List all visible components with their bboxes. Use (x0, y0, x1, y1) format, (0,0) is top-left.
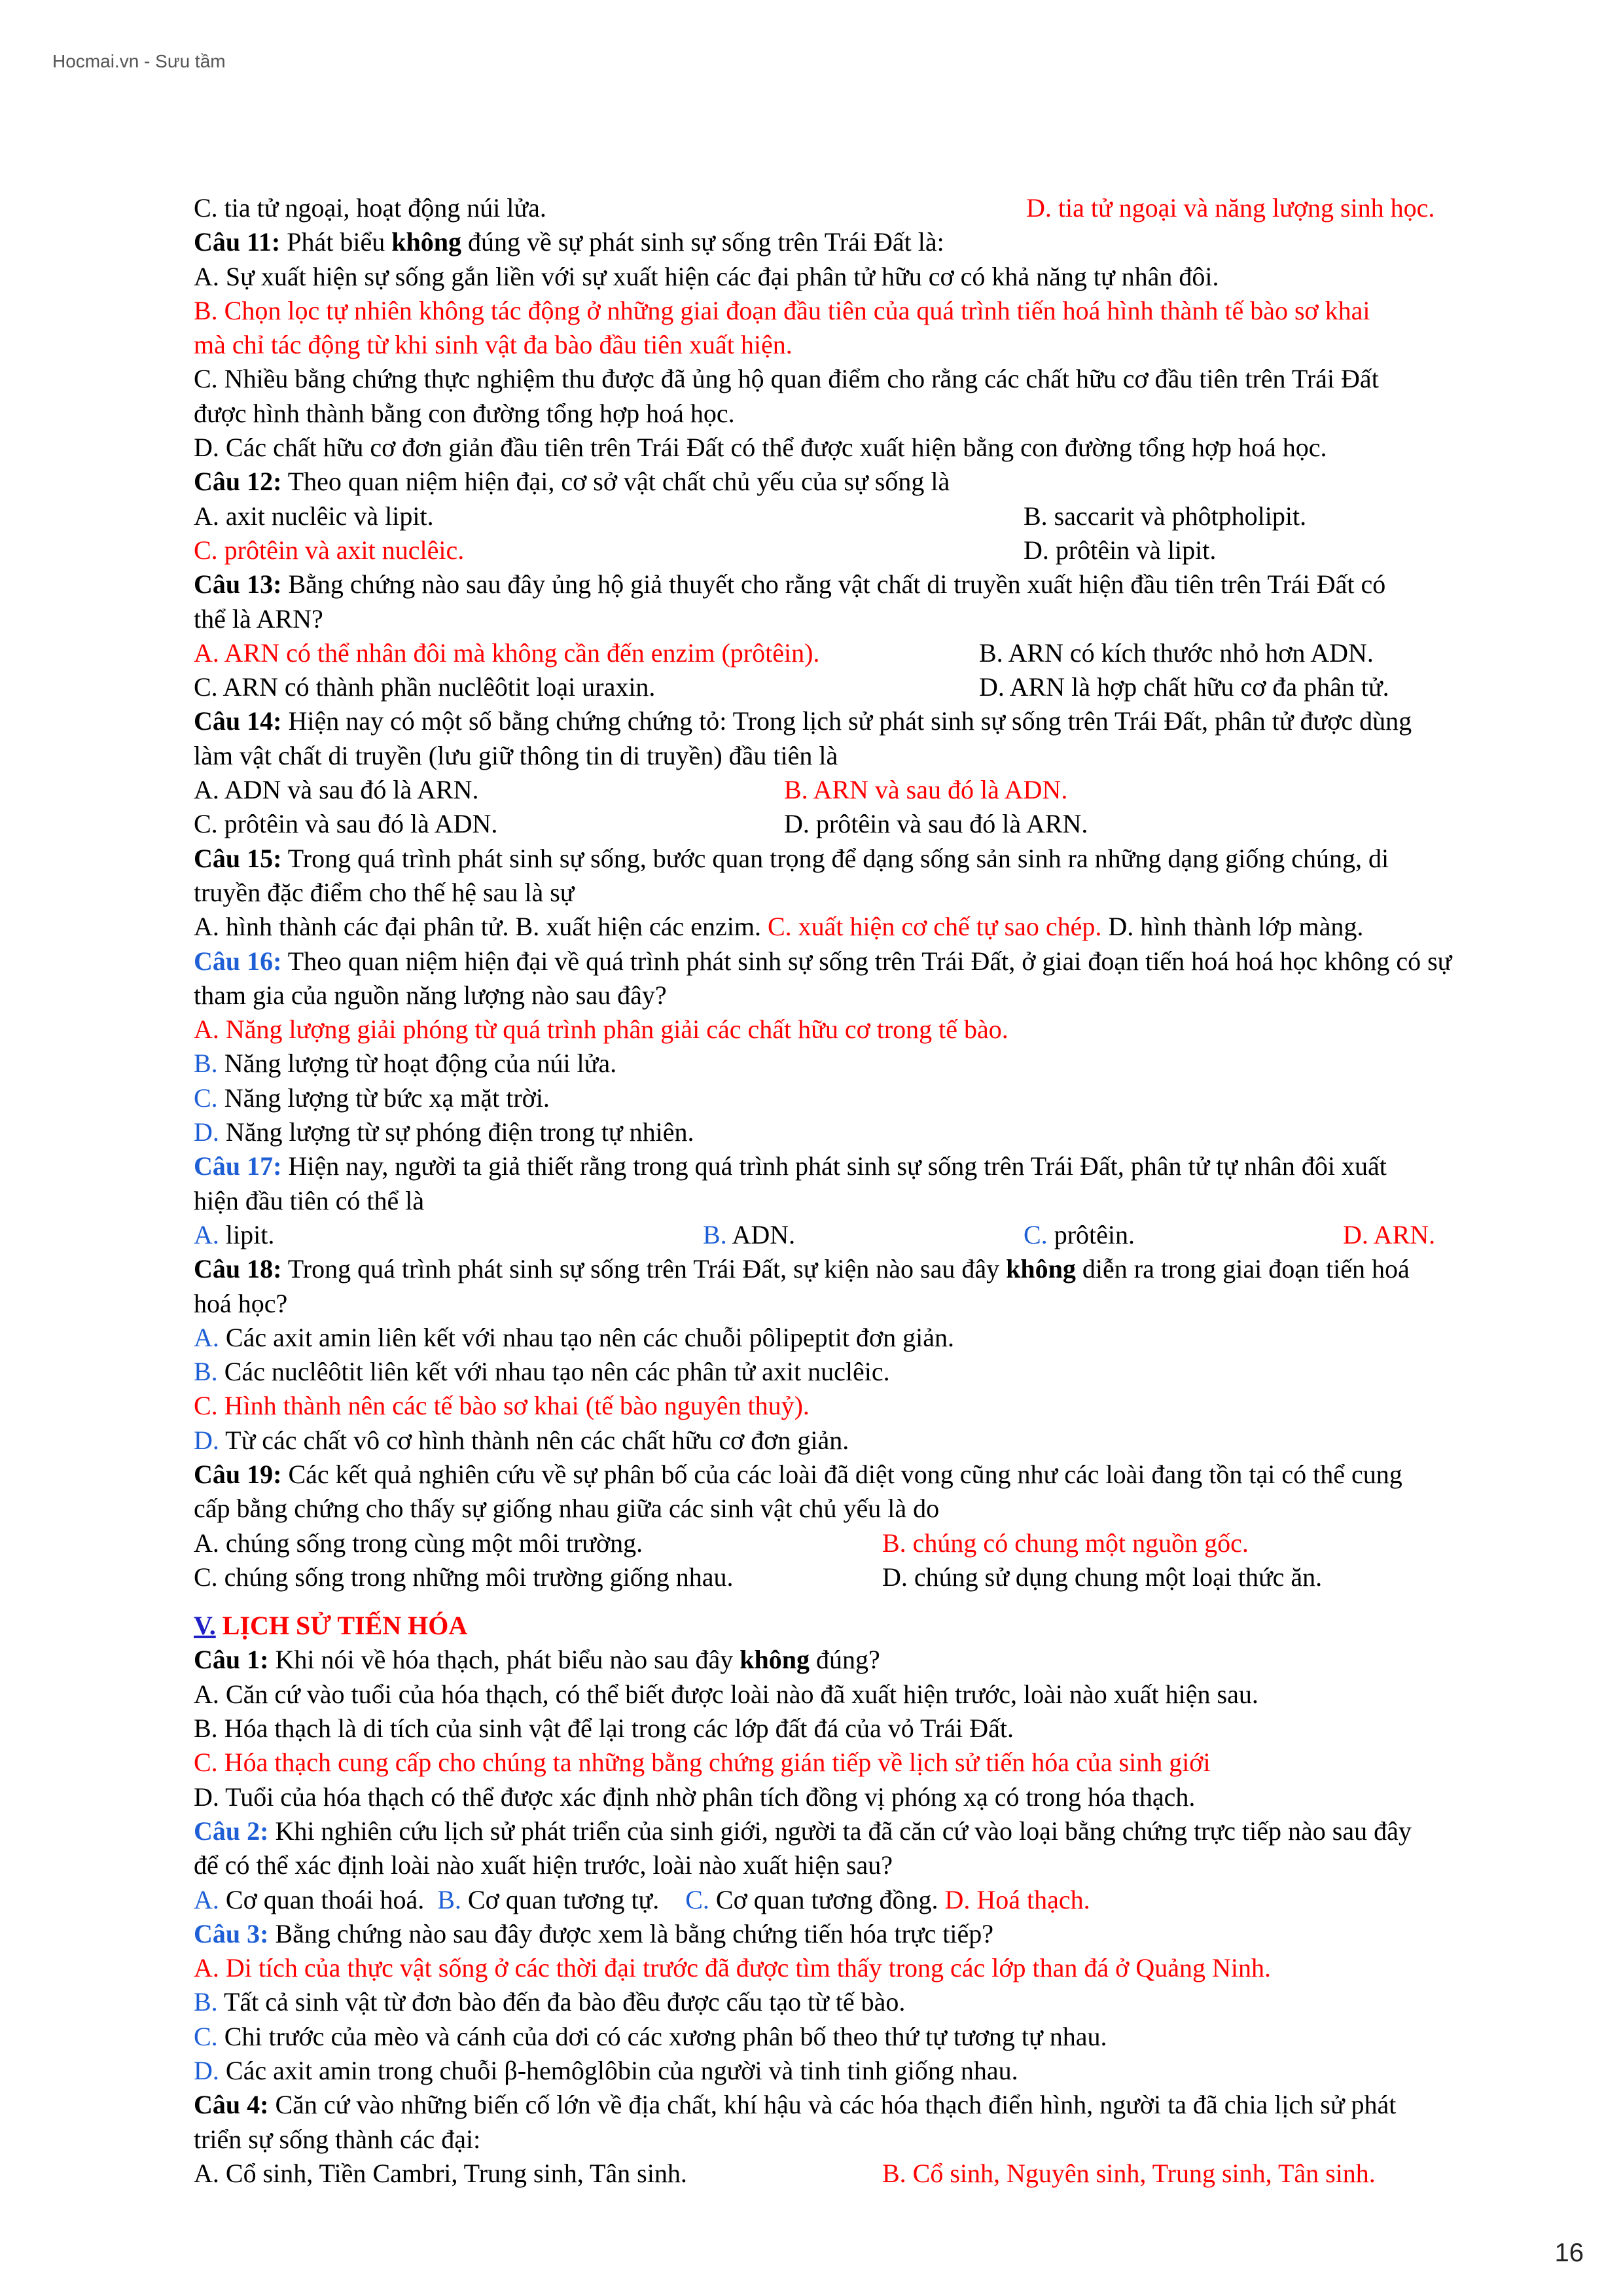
option-a: A. Sự xuất hiện sự sống gắn liền với sự xuất hiện các đại phân tử hữu cơ có khả năng tự nhân đôi. (194, 261, 1219, 291)
option-row: C. prôtêin và axit nuclêic. D. prôtêin và lipit. (194, 535, 1217, 565)
question-4: Câu 4: Căn cứ vào những biến cố lớn về địa chất, khí hậu và các hóa thạch điển hình, người ta đã chia lịch sử phát (194, 2090, 1397, 2120)
option-b: B. Năng lượng từ hoạt động của núi lửa. (194, 1049, 617, 1079)
question-16-cont: tham gia của nguồn năng lượng nào sau đây? (194, 980, 667, 1010)
option-row: A. axit nuclêic và lipit. B. saccarit và phôtpholipit. (194, 501, 1307, 531)
question-1: Câu 1: Khi nói về hóa thạch, phát biểu nào sau đây không đúng? (194, 1645, 880, 1675)
document-body (194, 191, 1575, 2191)
option-b: B. Tất cả sinh vật từ đơn bào đến đa bào đều được cấu tạo từ tế bào. (194, 1987, 906, 2017)
option-a: A. Các axit amin liên kết với nhau tạo nên các chuỗi pôlipeptit đơn giản. (194, 1322, 954, 1352)
question-2: Câu 2: Khi nghiên cứu lịch sử phát triển của sinh giới, người ta đã căn cứ vào loại bằng chứng trực tiếp nào sau đây (194, 1816, 1412, 1846)
option-d: D. Các axit amin trong chuỗi β-hemôglôbin của người và tinh tinh giống nhau. (194, 2056, 1018, 2086)
question-4-cont: triển sự sống thành các đại: (194, 2124, 481, 2154)
option-row: A. ARN có thể nhân đôi mà không cần đến enzim (prôtêin). B. ARN có kích thước nhỏ hơn ADN. (194, 637, 1374, 668)
option-row: C. prôtêin và sau đó là ADN. D. prôtêin và sau đó là ARN. (194, 809, 1088, 839)
question-13: Câu 13: Bằng chứng nào sau đây ủng hộ giả thuyết cho rằng vật chất di truyền xuất hiện đầu tiên trên Trái Đất có (194, 569, 1386, 600)
option-b: B. Các nuclêôtit liên kết với nhau tạo nên các phân tử axit nuclêic. (194, 1357, 890, 1387)
question-19-cont: cấp bằng chứng cho thấy sự giống nhau giữa các sinh vật chủ yếu là do (194, 1494, 940, 1524)
question-18: Câu 18: Trong quá trình phát sinh sự sống trên Trái Đất, sự kiện nào sau đây không diễn ra trong giai đoạn tiến hoá (194, 1254, 1410, 1284)
question-13-cont: thể là ARN? (194, 603, 323, 634)
option-a-answer: A. Năng lượng giải phóng từ quá trình phân giải các chất hữu cơ trong tế bào. (194, 1014, 1008, 1045)
option-row: C. ARN có thành phần nuclêôtit loại uraxin. D. ARN là hợp chất hữu cơ đa phân tử. (194, 672, 1389, 702)
question-17: Câu 17: Hiện nay, người ta giả thiết rằng trong quá trình phát sinh sự sống trên Trái Đất, phân tử tự nhân đôi xuất (194, 1151, 1387, 1181)
option-a: A. Căn cứ vào tuổi của hóa thạch, có thể biết được loài nào đã xuất hiện trước, loài nào xuất hiện sau. (194, 1679, 1258, 1709)
question-14-cont: làm vật chất di truyền (lưu giữ thông tin di truyền) đầu tiên là (194, 740, 838, 770)
option-row: A. lipit. B. ADN. C. prôtêin. D. ARN. (194, 1219, 1436, 1249)
option-c-answer: C. Hình thành nên các tế bào sơ khai (tế bào nguyên thuỷ). (194, 1391, 810, 1421)
question-18-cont: hoá học? (194, 1288, 288, 1318)
option-row: A. Cổ sinh, Tiền Cambri, Trung sinh, Tân sinh. B. Cổ sinh, Nguyên sinh, Trung sinh, Tân sinh. (194, 2158, 1376, 2188)
option-d: D. Tuổi của hóa thạch có thể được xác định nhờ phân tích đồng vị phóng xạ có trong hóa thạch. (194, 1782, 1196, 1812)
option-d: D. Các chất hữu cơ đơn giản đầu tiên trên Trái Đất có thể được xuất hiện bằng con đường tổng hợp hoá học. (194, 433, 1327, 463)
question-15: Câu 15: Trong quá trình phát sinh sự sống, bước quan trọng để dạng sống sản sinh ra những dạng giống chúng, di (194, 843, 1389, 873)
option-row: A. hình thành các đại phân tử. B. xuất hiện các enzim. C. xuất hiện cơ chế tự sao chép. D. hình thành lớp màng. (194, 912, 1364, 942)
option-row: A. chúng sống trong cùng một môi trường. B. chúng có chung một nguồn gốc. (194, 1528, 1249, 1558)
option-c: C. Chi trước của mèo và cánh của dơi có các xương phân bố theo thứ tự tương tự nhau. (194, 2021, 1107, 2051)
question-12: Câu 12: Theo quan niệm hiện đại, cơ sở vật chất chủ yếu của sự sống là (194, 467, 950, 497)
question-19: Câu 19: Các kết quả nghiên cứu về sự phân bố của các loài đã diệt vong cũng như các loài đang tồn tại có thể cung (194, 1459, 1402, 1489)
option-row: A. ADN và sau đó là ARN. B. ARN và sau đó là ADN. (194, 775, 1068, 805)
question-3: Câu 3: Bằng chứng nào sau đây được xem là bằng chứng tiến hóa trực tiếp? (194, 1918, 993, 1948)
question-14: Câu 14: Hiện nay có một số bằng chứng chứng tỏ: Trong lịch sử phát sinh sự sống trên Trái Đất, phân tử được dùng (194, 706, 1412, 736)
section-heading: V. LỊCH SỬ TIẾN HÓA (194, 1611, 468, 1641)
question-16: Câu 16: Theo quan niệm hiện đại về quá trình phát sinh sự sống trên Trái Đất, ở giai đoạn tiến hoá hoá học không có sự (194, 946, 1452, 976)
question-15-cont: truyền đặc điểm cho thế hệ sau là sự (194, 877, 575, 907)
option-b-answer: B. Chọn lọc tự nhiên không tác động ở những giai đoạn đầu tiên của quá trình tiến hoá hình thành tế bào sơ khai (194, 295, 1370, 325)
question-17-cont: hiện đầu tiên có thể là (194, 1185, 425, 1215)
option-a-answer: A. Di tích của thực vật sống ở các thời đại trước đã được tìm thấy trong các lớp than đá ở Quảng Ninh. (194, 1953, 1271, 1983)
option-c: C. Nhiều bằng chứng thực nghiệm thu được đã ủng hộ quan điểm cho rằng các chất hữu cơ đầu tiên trên Trái Đất (194, 364, 1379, 394)
option-d: D. Từ các chất vô cơ hình thành nên các chất hữu cơ đơn giản. (194, 1425, 849, 1455)
page-header: Hocmai.vn - Sưu tầm (52, 51, 226, 71)
option-d: D. Năng lượng từ sự phóng điện trong tự nhiên. (194, 1117, 694, 1147)
option-row: A. Cơ quan thoái hoá. B. Cơ quan tương tự. C. Cơ quan tương đồng. D. Hoá thạch. (194, 1884, 1090, 1914)
option-row: C. chúng sống trong những môi trường giống nhau. D. chúng sử dụng chung một loại thức ăn. (194, 1562, 1323, 1592)
page-number: 16 (1554, 2238, 1584, 2267)
option-c: C. Năng lượng từ bức xạ mặt trời. (194, 1083, 550, 1113)
option-b-answer-cont: mà chỉ tác động từ khi sinh vật đa bào đầu tiên xuất hiện. (194, 330, 793, 360)
option-c-answer: C. Hóa thạch cung cấp cho chúng ta những bằng chứng gián tiếp về lịch sử tiến hóa của sinh giới (194, 1748, 1211, 1778)
option-b: B. Hóa thạch là di tích của sinh vật để lại trong các lớp đất đá của vỏ Trái Đất. (194, 1713, 1014, 1744)
option-c-cont: được hình thành bằng con đường tổng hợp hoá học. (194, 398, 735, 428)
question-11: Câu 11: Phát biểu không đúng về sự phát sinh sự sống trên Trái Đất là: (194, 227, 944, 257)
question-2-cont: để có thể xác định loài nào xuất hiện trước, loài nào xuất hiện sau? (194, 1850, 893, 1880)
option-line: C. tia tử ngoại, hoạt động núi lửa. D. tia tử ngoại và năng lượng sinh học. (194, 193, 1435, 223)
